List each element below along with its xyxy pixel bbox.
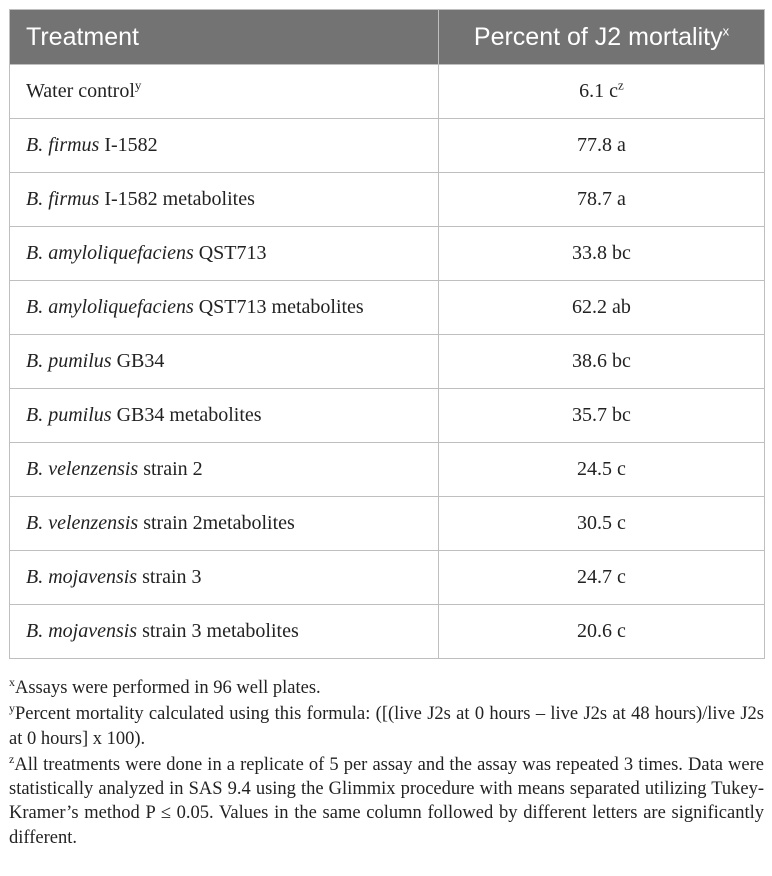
header-percent-footnote-mark: x <box>722 23 730 39</box>
table-row <box>10 335 765 389</box>
footnote-text: All treatments were done in a replicate of 5 per assay and the assay was repeated 3 times. Data were statistically analyzed in SAS 9.4 using the Glimmix procedure with means separated utilizing Tukey-Kramer’s method P ≤ 0.05. Values in the same column followed by different letters are significantly different. <box>9 754 764 848</box>
table-row <box>10 389 765 443</box>
value-footnote-mark: z <box>618 77 624 93</box>
treatment-cell <box>10 443 439 497</box>
footnotes <box>9 676 764 850</box>
treatment-cell <box>10 281 439 335</box>
mortality-value-cell <box>439 227 765 281</box>
treatment-cell <box>10 389 439 443</box>
treatment-cell <box>10 551 439 605</box>
treatment-label: GB34 <box>111 350 165 372</box>
species-name: B. firmus <box>26 188 100 210</box>
treatment-label: GB34 metabolites <box>111 404 262 426</box>
treatment-label: I-1582 <box>99 134 158 156</box>
mortality-value: 24.7 c <box>577 566 626 588</box>
mortality-value-cell <box>439 443 765 497</box>
mortality-value: 20.6 c <box>577 620 626 642</box>
table-row <box>10 119 765 173</box>
header-percent <box>439 10 765 65</box>
mortality-value: 38.6 bc <box>572 350 631 372</box>
treatment-cell <box>10 605 439 659</box>
footnote-text: Assays were performed in 96 well plates. <box>15 678 321 698</box>
species-name: B. amyloliquefaciens <box>26 296 194 318</box>
treatment-cell <box>10 65 439 119</box>
mortality-value-cell <box>439 281 765 335</box>
treatment-label: I-1582 metabolites <box>99 188 255 210</box>
treatment-label: strain 3 metabolites <box>137 620 299 642</box>
mortality-value-cell <box>439 119 765 173</box>
mortality-value-cell <box>439 605 765 659</box>
table-row <box>10 605 765 659</box>
treatment-label: strain 3 <box>137 566 202 588</box>
mortality-value: 78.7 a <box>577 188 626 210</box>
footnote-z <box>9 753 764 850</box>
species-name: B. velenzensis <box>26 458 139 480</box>
treatment-label: QST713 <box>193 242 267 264</box>
header-treatment: Treatment <box>10 10 439 65</box>
treatment-cell <box>10 119 439 173</box>
table-container <box>9 9 764 659</box>
mortality-value-cell <box>439 497 765 551</box>
table-row <box>10 227 765 281</box>
treatment-cell <box>10 173 439 227</box>
treatment-label: strain 2 <box>138 458 203 480</box>
footnote-text: Percent mortality calculated using this formula: ([(live J2s at 0 hours – live J2s at 48 hours)/live J2s at 0 hours] x 100). <box>9 704 764 749</box>
mortality-value: 62.2 ab <box>572 296 631 318</box>
mortality-table <box>9 9 765 659</box>
species-name: B. velenzensis <box>26 512 139 534</box>
mortality-value: 30.5 c <box>577 512 626 534</box>
treatment-label: QST713 metabolites <box>193 296 364 318</box>
species-name: B. pumilus <box>26 404 112 426</box>
footnote-mark: x <box>9 674 15 689</box>
table-header-row <box>10 10 765 65</box>
table-row <box>10 443 765 497</box>
treatment-cell <box>10 497 439 551</box>
treatment-label: strain 2metabolites <box>138 512 295 534</box>
header-percent-label: Percent of J2 mortality <box>473 22 723 51</box>
treatment-cell <box>10 335 439 389</box>
mortality-value-cell <box>439 389 765 443</box>
footnote-mark: y <box>9 701 15 716</box>
species-name: B. firmus <box>26 134 100 156</box>
treatment-cell <box>10 227 439 281</box>
mortality-value: 77.8 a <box>577 134 626 156</box>
mortality-value-cell <box>439 551 765 605</box>
species-name: B. mojavensis <box>26 566 138 588</box>
mortality-value-cell <box>439 335 765 389</box>
table-row <box>10 281 765 335</box>
footnote-mark: z <box>9 751 15 766</box>
mortality-value: 24.5 c <box>577 458 626 480</box>
table-row <box>10 551 765 605</box>
species-name: B. amyloliquefaciens <box>26 242 194 264</box>
table-row <box>10 173 765 227</box>
treatment-footnote-mark: y <box>134 77 142 93</box>
mortality-value-cell <box>439 173 765 227</box>
table-row <box>10 65 765 119</box>
table-row <box>10 497 765 551</box>
treatment-label: Water control <box>26 80 135 102</box>
mortality-value: 35.7 bc <box>572 404 631 426</box>
mortality-value: 6.1 c <box>579 80 619 102</box>
mortality-value: 33.8 bc <box>572 242 631 264</box>
footnote-x <box>9 676 764 700</box>
footnote-y <box>9 702 764 751</box>
mortality-value-cell <box>439 65 765 119</box>
species-name: B. pumilus <box>26 350 112 372</box>
species-name: B. mojavensis <box>26 620 138 642</box>
